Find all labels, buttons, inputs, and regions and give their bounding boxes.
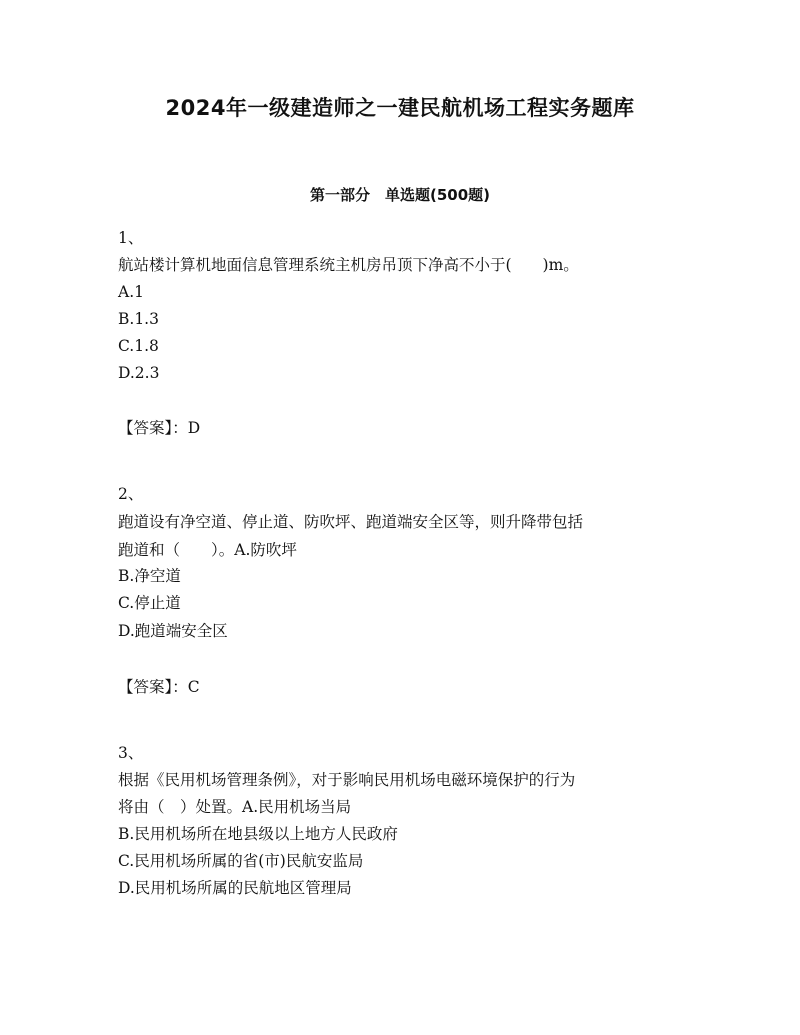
section-title: 第一部分 单选题(500题) (309, 186, 491, 204)
option-c: C.民用机场所属的省(市)民航安监局 (118, 852, 364, 870)
option-c: C.停止道 (118, 594, 181, 612)
option-b: B.1.3 (118, 310, 159, 328)
option-d: D.2.3 (118, 364, 160, 382)
question-number: 3、 (118, 744, 144, 762)
option-a: A.1 (118, 283, 144, 301)
option-b: B.民用机场所在地县级以上地方人民政府 (118, 825, 398, 843)
question-stem: 跑道设有净空道、停止道、防吹坪、跑道端安全区等，则升降带包括 (118, 513, 584, 531)
question-stem: 航站楼计算机地面信息管理系统主机房吊顶下净高不小于( )m。 (118, 256, 579, 274)
option-d: D.民用机场所属的民航地区管理局 (118, 879, 352, 897)
answer-line: 【答案】：C (118, 678, 200, 696)
question-stem: 根据《民用机场管理条例》，对于影响民用机场电磁环境保护的行为 (118, 771, 576, 789)
option-d: D.跑道端安全区 (118, 622, 228, 640)
answer-line: 【答案】：D (118, 419, 201, 437)
option-c: C.1.8 (118, 337, 159, 355)
option-b: B.净空道 (118, 567, 181, 585)
question-number: 1、 (118, 229, 144, 247)
question-stem-continued: 跑道和（ ）。A.防吹坪 (118, 541, 297, 559)
question-number: 2、 (118, 485, 144, 503)
question-stem-continued: 将由（ ）处置。A.民用机场当局 (118, 798, 352, 816)
document-title: 2024年一级建造师之一建民航机场工程实务题库 (165, 96, 635, 120)
